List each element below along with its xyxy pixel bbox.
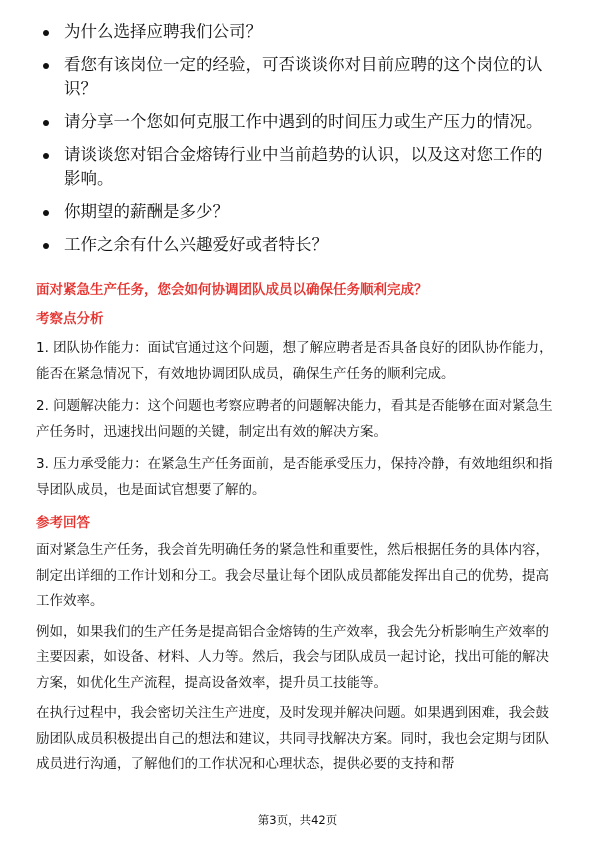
answer-paragraph: 面对紧急生产任务，我会首先明确任务的紧急性和重要性，然后根据任务的具体内容，制定出详细的工作计划和分工。我会尽量让每个团队成员都能发挥出自己的优势，提高工作效率。 <box>36 542 549 609</box>
question-heading: 面对紧急生产任务，您会如何协调团队成员以确保任务顺利完成？ <box>36 282 428 298</box>
list-item-text: 工作之余有什么兴趣爱好或者特长？ <box>64 235 328 254</box>
answer-paragraph: 在执行过程中，我会密切关注生产进度，及时发现并解决问题。如果遇到困难，我会鼓励团队成员积极提出自己的想法和建议，共同寻找解决方案。同时，我也会定期与团队成员进行沟通，了解他们的工作状况和心理状态，提供必要的支持和帮 <box>36 705 549 772</box>
question-list <box>38 20 553 266</box>
list-item-text: 看您有该岗位一定的经验，可否谈谈你对目前应聘的这个岗位的认识？ <box>64 55 543 98</box>
answer-heading: 参考回答 <box>36 515 90 531</box>
bullet-icon <box>43 30 49 36</box>
list-item <box>38 233 553 257</box>
answer-section <box>36 538 558 783</box>
list-item-text: 请谈谈您对铝合金熔铸行业中当前趋势的认识，以及这对您工作的影响。 <box>64 145 543 188</box>
analysis-heading: 考察点分析 <box>36 311 104 327</box>
analysis-paragraph: 1. 团队协作能力：面试官通过这个问题，想了解应聘者是否具备良好的团队协作能力，能否在紧急情况下，有效地协调团队成员，确保生产任务的顺利完成。 <box>36 340 553 382</box>
bullet-icon <box>43 120 49 126</box>
list-item-text: 你期望的薪酬是多少？ <box>64 202 229 221</box>
list-item <box>38 143 553 191</box>
analysis-paragraph: 2. 问题解决能力：这个问题也考察应聘者的问题解决能力，看其是否能够在面对紧急生产任务时，迅速找出问题的关键，制定出有效的解决方案。 <box>36 398 553 440</box>
list-item <box>38 20 553 44</box>
page-number: 第3页，共42页 <box>257 813 338 827</box>
bullet-icon <box>43 63 49 69</box>
bullet-icon <box>43 210 49 216</box>
answer-paragraph: 例如，如果我们的生产任务是提高铝合金熔铸的生产效率，我会先分析影响生产效率的主要因素，如设备、材料、人力等。然后，我会与团队成员一起讨论，找出可能的解决方案，如优化生产流程，提高设备效率，提升员工技能等。 <box>36 623 549 691</box>
list-item <box>38 53 553 101</box>
bullet-icon <box>43 243 49 249</box>
analysis-paragraph: 3. 压力承受能力：在紧急生产任务面前，是否能承受压力，保持冷静，有效地组织和指导团队成员，也是面试官想要了解的。 <box>36 456 553 498</box>
analysis-section <box>36 336 558 510</box>
list-item-text: 请分享一个您如何克服工作中遇到的时间压力或生产压力的情况。 <box>64 112 543 131</box>
list-item-text: 为什么选择应聘我们公司？ <box>64 22 262 41</box>
bullet-icon <box>43 153 49 159</box>
list-item <box>38 110 553 134</box>
list-item <box>38 200 553 224</box>
